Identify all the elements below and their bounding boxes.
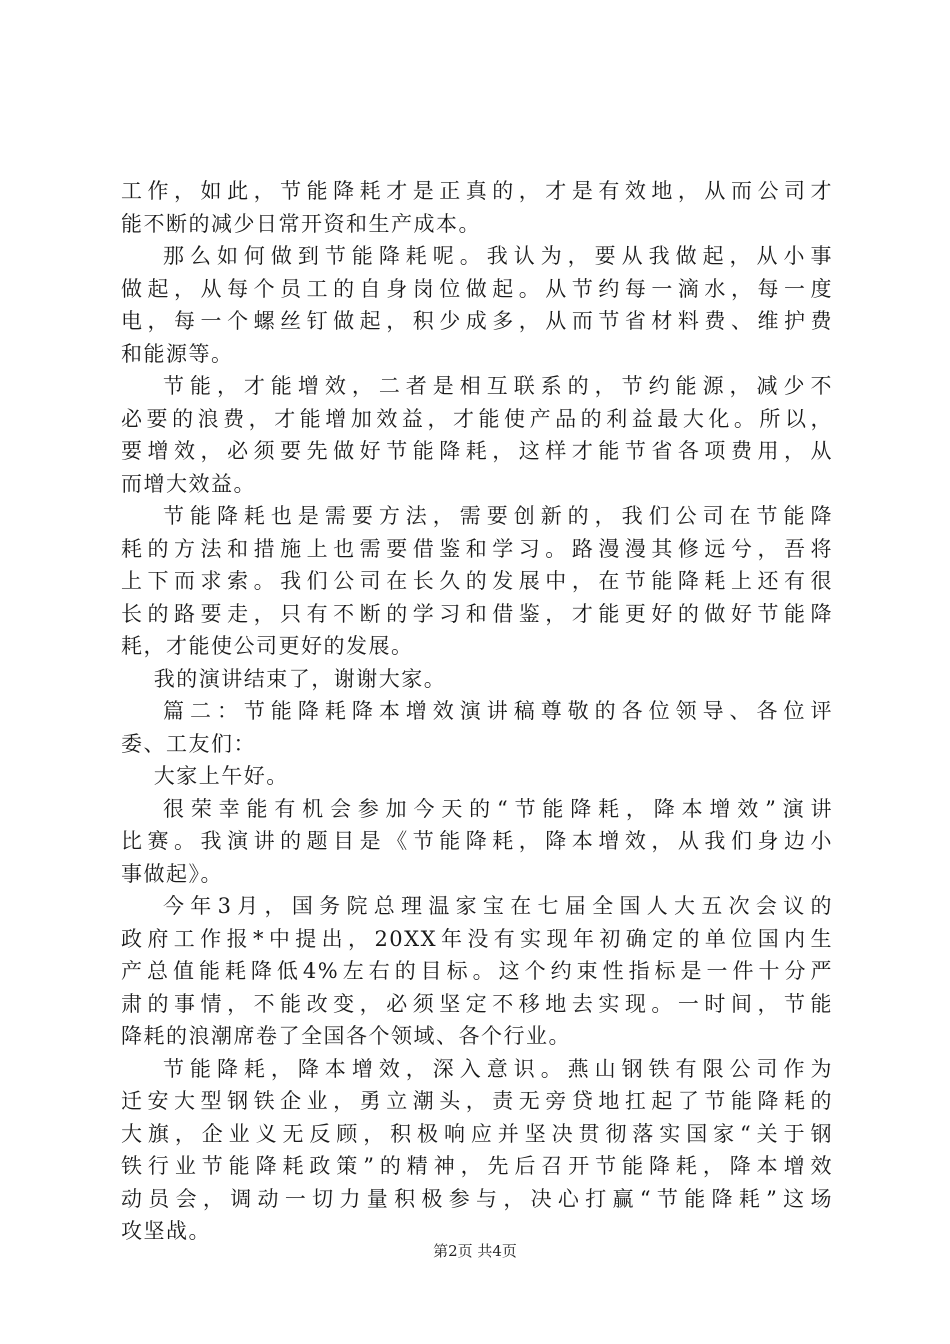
text-line: 长的路要走，只有不断的学习和借鉴，才能更好的做好节能降 [121,601,833,626]
text-line: 节能降耗，降本增效，深入意识。燕山钢铁有限公司作为 [163,1056,833,1081]
text-line: 工作，如此，节能降耗才是正真的，才是有效地，从而公司才 [121,179,833,203]
text-line: 节能，才能增效，二者是相互联系的，节约能源，减少不 [163,374,833,398]
text-line: 节能降耗也是需要方法，需要创新的，我们公司在节能降 [163,504,833,528]
text-line: 委、工友们： [121,731,256,756]
text-line: 大旗，企业义无反顾，积极响应并坚决贯彻落实国家“关于钢 [121,1121,833,1146]
text-line: 必要的浪费，才能增加效益，才能使产品的利益最大化。所以， [121,406,833,431]
text-line: 做起，从每个员工的自身岗位做起。从节约每一滴水，每一度 [121,276,833,301]
text-line: 耗的方法和措施上也需要借鉴和学习。路漫漫其修远兮，吾将 [121,536,833,561]
text-line: 要增效，必须要先做好节能降耗，这样才能节省各项费用，从 [121,439,833,463]
text-line: 迁安大型钢铁企业，勇立潮头，责无旁贷地扛起了节能降耗的 [121,1089,833,1113]
text-line: 政府工作报*中提出，20XX年没有实现年初确定的单位国内生 [121,926,833,951]
text-line: 而增大效益。 [121,471,256,496]
text-line: 产总值能耗降低4%左右的目标。这个约束性指标是一件十分严 [121,959,833,983]
text-line: 和能源等。 [121,341,234,366]
text-line: 铁行业节能降耗政策”的精神，先后召开节能降耗，降本增效 [121,1154,833,1178]
text-line: 动员会，调动一切力量积极参与，决心打赢“节能降耗”这场 [121,1186,833,1211]
text-line: 肃的事情，不能改变，必须坚定不移地去实现。一时间，节能 [121,991,833,1016]
text-line: 篇二：节能降耗降本增效演讲稿尊敬的各位领导、各位评 [163,699,833,723]
text-line: 大家上午好。 [121,764,289,788]
text-line: 能不断的减少日常开资和生产成本。 [121,211,481,236]
text-line: 很荣幸能有机会参加今天的“节能降耗，降本增效”演讲 [163,796,833,821]
page-footer: 第2页 共4页 [433,1242,517,1260]
text-line: 比赛。我演讲的题目是《节能降耗，降本增效，从我们身边小 [121,829,833,853]
text-line: 那么如何做到节能降耗呢。我认为，要从我做起，从小事 [163,244,833,268]
text-line: 降耗的浪潮席卷了全国各个领域、各个行业。 [121,1024,571,1048]
text-line: 事做起》。 [121,861,223,886]
text-line: 我的演讲结束了，谢谢大家。 [121,666,447,691]
text-line: 耗，才能使公司更好的发展。 [121,634,414,658]
text-line: 上下而求索。我们公司在长久的发展中，在节能降耗上还有很 [121,569,833,593]
text-line: 电，每一个螺丝钉做起，积少成多，从而节省材料费、维护费 [121,309,833,333]
body-text [121,175,833,1248]
text-line: 今年3月，国务院总理温家宝在七届全国人大五次会议的 [163,894,833,918]
text-line: 攻坚战。 [121,1219,211,1243]
